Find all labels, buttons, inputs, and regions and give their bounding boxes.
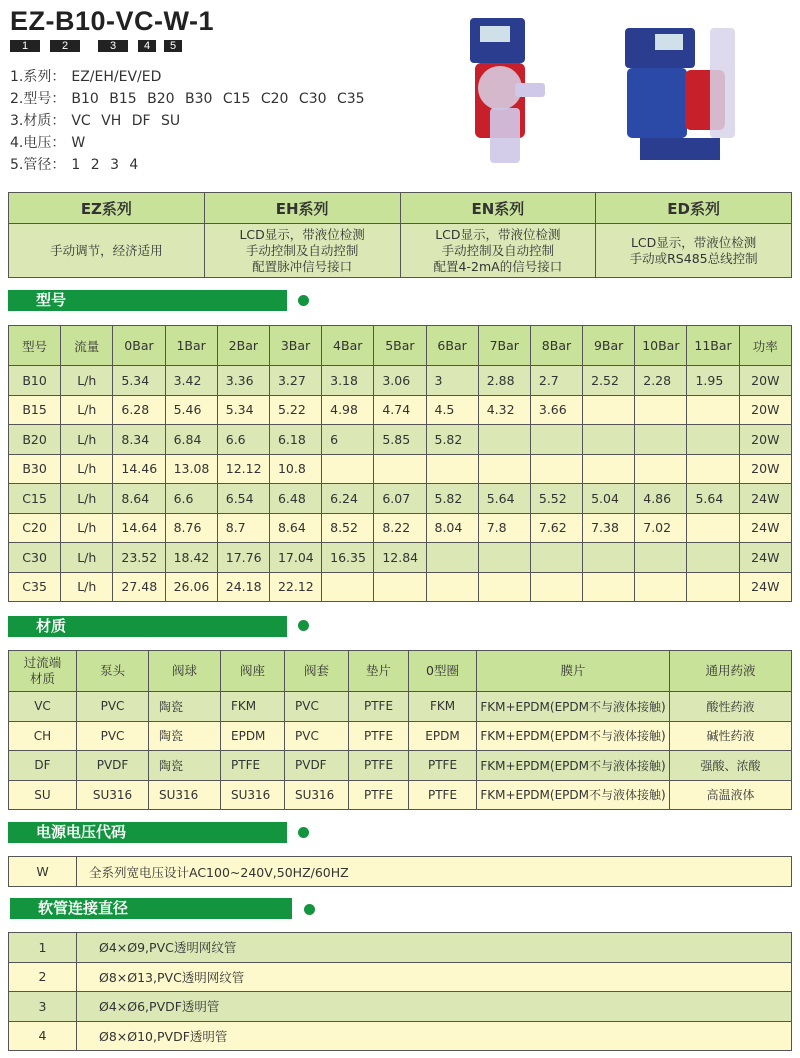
table-cell: 24.18 (217, 572, 269, 602)
option-label: 3.材质： (10, 113, 66, 129)
table-cell: 6.6 (165, 484, 217, 514)
table-cell: FKM (221, 692, 285, 722)
series-header: ED系列 (596, 193, 792, 224)
table-cell: 5.04 (583, 484, 635, 514)
table-cell: L/h (61, 454, 113, 484)
column-header: 9Bar (583, 326, 635, 366)
table-cell: 10.8 (269, 454, 321, 484)
table-row (9, 543, 792, 573)
table-cell: EPDM (221, 721, 285, 751)
table-cell: 26.06 (165, 572, 217, 602)
table-cell: PTFE (349, 692, 409, 722)
table-cell (530, 543, 582, 573)
option-line (10, 132, 365, 154)
table-cell: 24W (739, 543, 791, 573)
bullet-dot-icon (298, 620, 309, 631)
hose-desc: Ø8×Ø10,PVDF透明管 (77, 1021, 792, 1051)
table-cell (322, 454, 374, 484)
table-cell: DF (9, 751, 77, 781)
table-cell (426, 543, 478, 573)
table-row (9, 572, 792, 602)
table-cell: CH (9, 721, 77, 751)
table-cell (583, 395, 635, 425)
table-cell: SU316 (221, 780, 285, 810)
table-cell: 12.84 (374, 543, 426, 573)
table-cell: 5.34 (217, 395, 269, 425)
table-cell: 8.64 (269, 513, 321, 543)
table-cell: PVC (77, 692, 149, 722)
column-header: 阀座 (221, 651, 285, 692)
table-row (9, 721, 792, 751)
table-cell: 4.5 (426, 395, 478, 425)
column-header: 功率 (739, 326, 791, 366)
table-cell: 3.06 (374, 366, 426, 396)
hose-code: 4 (9, 1021, 77, 1051)
table-cell: 7.02 (635, 513, 687, 543)
table-cell: 6.28 (113, 395, 165, 425)
table-row (9, 751, 792, 781)
option-line (10, 88, 365, 110)
table-header-row (9, 326, 792, 366)
hose-desc: Ø8×Ø13,PVC透明网纹管 (77, 962, 792, 992)
table-cell: FKM+EPDM(EPDM不与液体接触) (477, 692, 670, 722)
table-cell: 7.8 (478, 513, 530, 543)
table-cell: 2.52 (583, 366, 635, 396)
option-label: 4.电压： (10, 135, 66, 151)
table-cell: 6.84 (165, 425, 217, 455)
table-header-row (9, 651, 792, 692)
option-value: EZ/EH/EV/ED (71, 69, 162, 85)
table-cell: 5.64 (478, 484, 530, 514)
table-cell: PVC (285, 721, 349, 751)
product-code-title: EZ-B10-VC-W-1 (10, 6, 214, 36)
table-cell: L/h (61, 543, 113, 573)
series-desc-line: 手动控制及自动控制 (441, 242, 555, 258)
table-cell (687, 513, 739, 543)
table-cell: 3.18 (322, 366, 374, 396)
table-cell: 24W (739, 484, 791, 514)
table-cell: B30 (9, 454, 61, 484)
bullet-dot-icon (304, 904, 315, 915)
table-cell: 17.76 (217, 543, 269, 573)
table-cell: 7.62 (530, 513, 582, 543)
table-cell: 4.86 (635, 484, 687, 514)
hose-desc: Ø4×Ø9,PVC透明网纹管 (77, 933, 792, 963)
series-table (8, 192, 792, 278)
table-cell (583, 425, 635, 455)
column-header: 11Bar (687, 326, 739, 366)
series-desc (596, 224, 792, 278)
code-box-2: 2 (50, 40, 80, 52)
section-material: 材质 (8, 616, 287, 637)
table-row (9, 1021, 792, 1051)
table-cell (687, 572, 739, 602)
table-cell: 7.38 (583, 513, 635, 543)
table-cell: C20 (9, 513, 61, 543)
table-cell: SU316 (149, 780, 221, 810)
table-cell (374, 454, 426, 484)
column-header: 过流端 材质 (9, 651, 77, 692)
table-cell (583, 543, 635, 573)
table-row (9, 992, 792, 1022)
table-cell: 18.42 (165, 543, 217, 573)
table-cell: 20W (739, 366, 791, 396)
table-cell (687, 425, 739, 455)
option-line (10, 154, 365, 176)
series-header: EH系列 (204, 193, 400, 224)
table-cell: 5.85 (374, 425, 426, 455)
table-row (9, 366, 792, 396)
series-desc-line: LCD显示，带液位检测 (239, 226, 365, 242)
column-header: 5Bar (374, 326, 426, 366)
table-cell: 2.7 (530, 366, 582, 396)
column-header: 泵头 (77, 651, 149, 692)
table-cell: 6.24 (322, 484, 374, 514)
table-cell (530, 454, 582, 484)
table-cell: C35 (9, 572, 61, 602)
table-cell (635, 425, 687, 455)
table-cell: 24W (739, 513, 791, 543)
column-header: 1Bar (165, 326, 217, 366)
voltage-desc: 全系列宽电压设计AC100~240V,50HZ/60HZ (77, 857, 792, 887)
hose-code: 1 (9, 933, 77, 963)
table-cell: 20W (739, 454, 791, 484)
bullet-dot-icon (298, 827, 309, 838)
table-cell: C15 (9, 484, 61, 514)
table-cell: PTFE (409, 751, 477, 781)
table-cell: FKM+EPDM(EPDM不与液体接触) (477, 721, 670, 751)
table-row (9, 780, 792, 810)
pump-image-2 (625, 28, 735, 160)
table-cell: PVC (77, 721, 149, 751)
table-cell: PTFE (349, 721, 409, 751)
table-cell (687, 454, 739, 484)
series-desc-line: LCD显示，带液位检测 (630, 234, 757, 250)
series-desc-line: 手动调节，经济适用 (50, 242, 163, 258)
table-cell: 酸性药液 (670, 692, 792, 722)
table-cell: 5.82 (426, 484, 478, 514)
section-voltage: 电源电压代码 (8, 822, 287, 843)
table-cell: PTFE (349, 751, 409, 781)
table-cell: 5.22 (269, 395, 321, 425)
table-cell: L/h (61, 484, 113, 514)
table-cell: 6.6 (217, 425, 269, 455)
table-cell: 6.48 (269, 484, 321, 514)
section-hose: 软管连接直径 (10, 898, 292, 919)
table-row (9, 513, 792, 543)
table-cell: SU (9, 780, 77, 810)
table-cell: PVC (285, 692, 349, 722)
table-cell: VC (9, 692, 77, 722)
series-desc (9, 224, 205, 278)
table-cell: SU316 (77, 780, 149, 810)
table-cell: L/h (61, 425, 113, 455)
table-cell: 8.04 (426, 513, 478, 543)
hose-code: 2 (9, 962, 77, 992)
column-header: 0型圈 (409, 651, 477, 692)
table-cell: 3.66 (530, 395, 582, 425)
table-row (9, 962, 792, 992)
option-value: 1 2 3 4 (71, 157, 139, 173)
table-cell: 5.64 (687, 484, 739, 514)
column-header: 阀球 (149, 651, 221, 692)
table-cell: 8.52 (322, 513, 374, 543)
table-cell (478, 454, 530, 484)
option-line (10, 110, 365, 132)
table-cell: 3 (426, 366, 478, 396)
table-cell: 6.54 (217, 484, 269, 514)
option-label: 2.型号： (10, 91, 66, 107)
table-cell: L/h (61, 513, 113, 543)
section-model: 型号 (8, 290, 287, 311)
column-header: 10Bar (635, 326, 687, 366)
series-desc-line: 手动或RS485总线控制 (629, 250, 758, 266)
column-header: 流量 (61, 326, 113, 366)
table-row (9, 454, 792, 484)
option-value: VC VH DF SU (71, 113, 181, 129)
table-cell: 24W (739, 572, 791, 602)
bullet-dot-icon (298, 295, 309, 306)
series-desc-line: 手动控制及自动控制 (245, 242, 359, 258)
table-cell: FKM (409, 692, 477, 722)
table-cell: 5.82 (426, 425, 478, 455)
table-cell: 4.98 (322, 395, 374, 425)
table-cell: 陶瓷 (149, 721, 221, 751)
hose-code: 3 (9, 992, 77, 1022)
table-cell (478, 543, 530, 573)
table-cell: 陶瓷 (149, 751, 221, 781)
table-cell: B20 (9, 425, 61, 455)
column-header: 2Bar (217, 326, 269, 366)
table-cell (530, 425, 582, 455)
table-cell: 5.46 (165, 395, 217, 425)
code-box-1: 1 (10, 40, 40, 52)
column-header: 通用药液 (670, 651, 792, 692)
pump-image-1 (470, 18, 545, 163)
table-cell: 碱性药液 (670, 721, 792, 751)
column-header: 6Bar (426, 326, 478, 366)
table-cell: 陶瓷 (149, 692, 221, 722)
code-box-3: 3 (98, 40, 128, 52)
table-cell: B10 (9, 366, 61, 396)
table-cell (687, 543, 739, 573)
table-cell (426, 454, 478, 484)
table-cell: C30 (9, 543, 61, 573)
column-header: 阀套 (285, 651, 349, 692)
series-desc-line: LCD显示，带液位检测 (435, 226, 561, 242)
table-cell (635, 572, 687, 602)
table-cell: 3.27 (269, 366, 321, 396)
column-header: 垫片 (349, 651, 409, 692)
option-list (10, 66, 365, 176)
table-cell (635, 454, 687, 484)
table-cell (478, 572, 530, 602)
table-cell (530, 572, 582, 602)
hose-table (8, 932, 792, 1051)
table-cell: 6.07 (374, 484, 426, 514)
voltage-table (8, 856, 792, 887)
series-desc-line: 配置4-2mA的信号接口 (433, 258, 563, 274)
table-cell (583, 572, 635, 602)
option-label: 1.系列： (10, 69, 66, 85)
series-desc (204, 224, 400, 278)
table-cell: PVDF (285, 751, 349, 781)
table-cell: 17.04 (269, 543, 321, 573)
series-desc-line: 配置脉冲信号接口 (252, 258, 353, 274)
table-cell (583, 454, 635, 484)
table-cell: 8.76 (165, 513, 217, 543)
series-header: EN系列 (400, 193, 596, 224)
table-cell: 13.08 (165, 454, 217, 484)
table-cell: 12.12 (217, 454, 269, 484)
table-row (9, 484, 792, 514)
table-cell: PTFE (221, 751, 285, 781)
model-table (8, 325, 792, 602)
table-cell: 1.95 (687, 366, 739, 396)
material-table (8, 650, 792, 810)
code-box-4: 4 (138, 40, 156, 52)
column-header: 8Bar (530, 326, 582, 366)
column-header: 7Bar (478, 326, 530, 366)
table-cell: PTFE (409, 780, 477, 810)
table-row (9, 425, 792, 455)
column-header: 3Bar (269, 326, 321, 366)
column-header: 型号 (9, 326, 61, 366)
option-value: W (71, 135, 86, 151)
table-cell (426, 572, 478, 602)
option-label: 5.管径： (10, 157, 66, 173)
table-cell: 23.52 (113, 543, 165, 573)
table-cell: 4.32 (478, 395, 530, 425)
table-row (9, 692, 792, 722)
table-cell: 16.35 (322, 543, 374, 573)
table-cell: SU316 (285, 780, 349, 810)
table-cell: 强酸、浓酸 (670, 751, 792, 781)
option-line (10, 66, 365, 88)
table-cell: 20W (739, 425, 791, 455)
column-header: 膜片 (477, 651, 670, 692)
table-cell: 3.42 (165, 366, 217, 396)
pump-product-images (455, 8, 775, 168)
table-cell: 5.34 (113, 366, 165, 396)
table-cell (635, 395, 687, 425)
table-cell: FKM+EPDM(EPDM不与液体接触) (477, 751, 670, 781)
table-row (9, 933, 792, 963)
table-cell: EPDM (409, 721, 477, 751)
table-cell: L/h (61, 395, 113, 425)
column-header: 0Bar (113, 326, 165, 366)
table-row (9, 395, 792, 425)
table-cell: 8.64 (113, 484, 165, 514)
table-cell: PTFE (349, 780, 409, 810)
table-cell: 8.7 (217, 513, 269, 543)
table-cell (478, 425, 530, 455)
table-cell: 20W (739, 395, 791, 425)
table-cell: L/h (61, 572, 113, 602)
table-cell: 8.34 (113, 425, 165, 455)
table-cell: 2.28 (635, 366, 687, 396)
table-cell: 高温液体 (670, 780, 792, 810)
option-value: B10 B15 B20 B30 C15 C20 C30 C35 (71, 91, 365, 107)
series-desc (400, 224, 596, 278)
series-header: EZ系列 (9, 193, 205, 224)
table-cell: 8.22 (374, 513, 426, 543)
table-cell: 3.36 (217, 366, 269, 396)
table-cell: 22.12 (269, 572, 321, 602)
table-cell: 14.46 (113, 454, 165, 484)
table-cell: 6.18 (269, 425, 321, 455)
table-cell: 6 (322, 425, 374, 455)
table-cell: PVDF (77, 751, 149, 781)
hose-desc: Ø4×Ø6,PVDF透明管 (77, 992, 792, 1022)
table-cell: 2.88 (478, 366, 530, 396)
voltage-code: W (9, 857, 77, 887)
table-cell: 14.64 (113, 513, 165, 543)
table-cell (687, 395, 739, 425)
table-cell: 27.48 (113, 572, 165, 602)
code-box-5: 5 (164, 40, 182, 52)
table-cell: L/h (61, 366, 113, 396)
table-cell: B15 (9, 395, 61, 425)
table-cell (635, 543, 687, 573)
table-cell: 5.52 (530, 484, 582, 514)
table-cell (322, 572, 374, 602)
column-header: 4Bar (322, 326, 374, 366)
table-cell: 4.74 (374, 395, 426, 425)
table-cell: FKM+EPDM(EPDM不与液体接触) (477, 780, 670, 810)
table-cell (374, 572, 426, 602)
